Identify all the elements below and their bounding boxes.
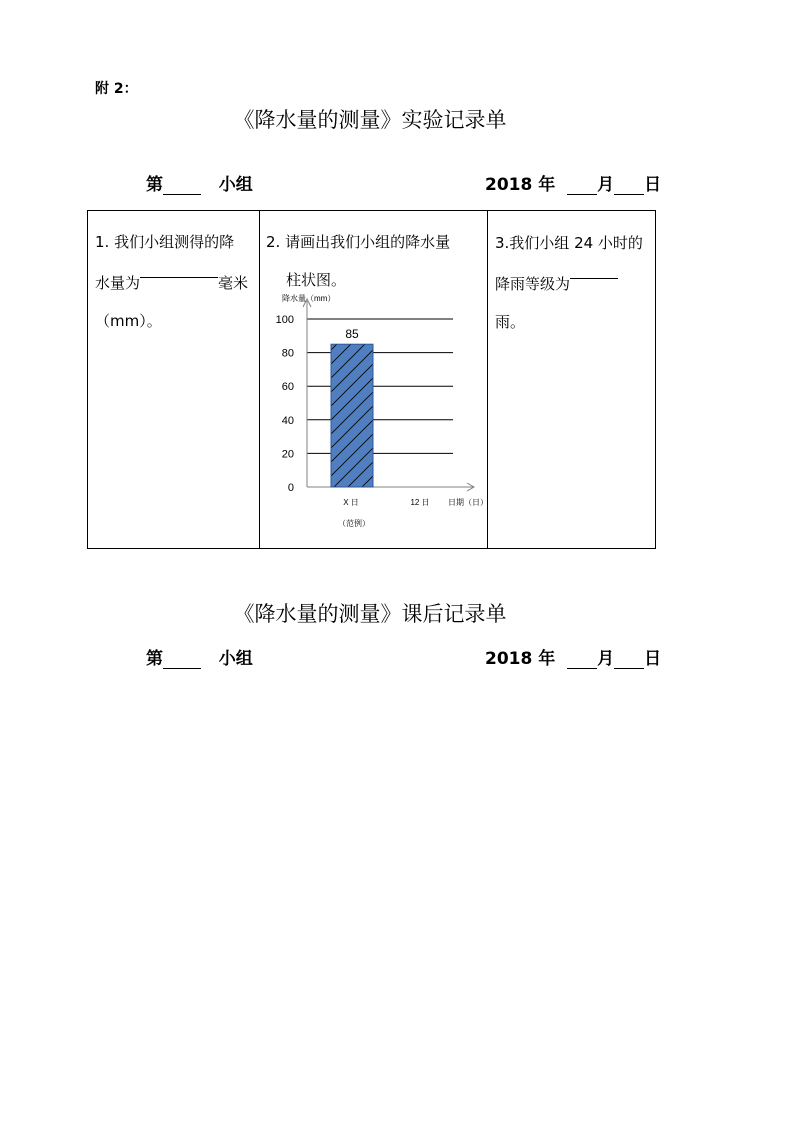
cell1-line3: （mm）。 bbox=[95, 312, 162, 330]
after-class-date-field bbox=[485, 644, 661, 669]
cell2-line2: 柱状图。 bbox=[286, 271, 347, 289]
month-blank[interactable] bbox=[567, 650, 597, 669]
y-tick-label: 40 bbox=[281, 414, 294, 427]
x-axis-label: 日期（日） bbox=[448, 498, 488, 507]
day-label: 日 bbox=[644, 175, 662, 195]
data-label: 85 bbox=[345, 327, 359, 342]
category-note: （范例） bbox=[338, 519, 370, 528]
group-suffix: 小组 bbox=[218, 649, 253, 669]
y-tick-label: 100 bbox=[275, 314, 294, 326]
day-blank[interactable] bbox=[614, 176, 644, 195]
cell-rain-grade bbox=[488, 211, 656, 549]
group-number-blank[interactable] bbox=[163, 650, 201, 669]
cell-measured-amount bbox=[88, 211, 260, 549]
month-label: 月 bbox=[597, 649, 615, 669]
month-label: 月 bbox=[597, 175, 615, 195]
group-suffix: 小组 bbox=[218, 175, 253, 195]
y-tick-label: 80 bbox=[281, 347, 294, 360]
bar bbox=[331, 344, 373, 487]
experiment-date-field bbox=[485, 170, 661, 195]
x-tick-label: X 日 bbox=[343, 498, 359, 507]
cell3-line1: 3.我们小组 24 小时的 bbox=[495, 234, 643, 252]
group-number-blank[interactable] bbox=[163, 176, 201, 195]
experiment-title: 《降水量的测量》实验记录单 bbox=[233, 108, 507, 132]
month-blank[interactable] bbox=[567, 176, 597, 195]
day-blank[interactable] bbox=[614, 650, 644, 669]
y-axis-label: 降水量（mm） bbox=[282, 294, 336, 303]
group-prefix: 第 bbox=[146, 175, 163, 195]
cell1-line1: 1. 我们小组测得的降 bbox=[95, 233, 235, 251]
after-class-title: 《降水量的测量》课后记录单 bbox=[233, 602, 507, 626]
x-tick-label: 12 日 bbox=[410, 498, 430, 507]
y-tick-label: 20 bbox=[281, 448, 294, 461]
group-prefix: 第 bbox=[146, 649, 163, 669]
rainfall-bar-chart[interactable] bbox=[260, 211, 488, 550]
experiment-group-field bbox=[146, 170, 253, 195]
cell1-line2-post: 毫米 bbox=[218, 274, 249, 292]
cell3-line2-text: 降雨等级为 bbox=[495, 275, 571, 293]
cell-bar-chart bbox=[260, 211, 488, 549]
cell1-line2 bbox=[95, 261, 259, 302]
day-label: 日 bbox=[644, 649, 662, 669]
cell3-line3: 雨。 bbox=[495, 313, 526, 331]
y-tick-label: 60 bbox=[281, 381, 294, 394]
year-label: 2018 年 bbox=[485, 175, 556, 195]
cell1-line2-pre: 水量为 bbox=[95, 274, 141, 292]
year-label: 2018 年 bbox=[485, 649, 556, 669]
cell2-line1: 2. 请画出我们小组的降水量 bbox=[266, 233, 451, 251]
y-tick-label: 0 bbox=[287, 482, 294, 494]
grade-blank[interactable] bbox=[570, 262, 618, 279]
appendix-label: 附 2： bbox=[95, 81, 138, 97]
experiment-record-table bbox=[87, 210, 656, 549]
cell3-line2 bbox=[495, 262, 655, 303]
amount-blank[interactable] bbox=[140, 261, 218, 278]
after-class-group-field bbox=[146, 644, 253, 669]
